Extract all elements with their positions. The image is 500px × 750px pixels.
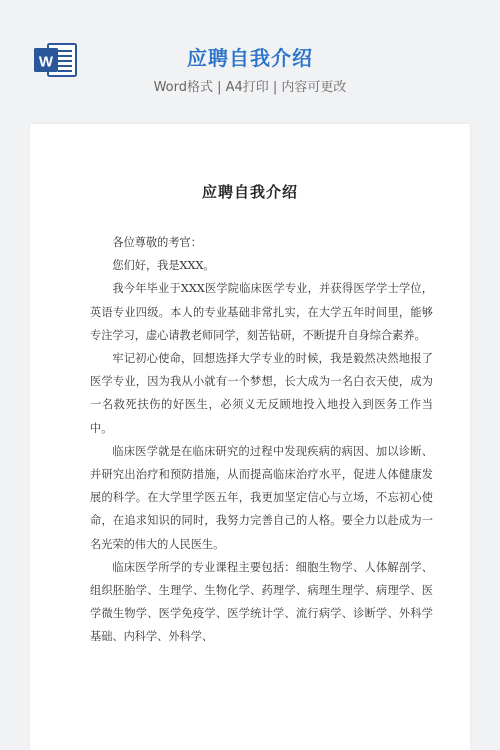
header xyxy=(0,0,500,118)
intro-paragraph: 您们好，我是XXX。 xyxy=(112,259,215,273)
document-body xyxy=(90,231,433,649)
greeting-paragraph: 各位尊敬的考官： xyxy=(112,236,202,249)
page-title: 应聘自我介绍 xyxy=(187,46,313,70)
education-paragraph: 我今年毕业于XXX医学院临床医学专业，并获得医学学士学位，英语专业四级。本人的专业基础非常扎实，在大学五年时间里，能够专注学习，虚心请教老师同学，刻苦钻研，不断提升自身综合素养。 xyxy=(90,282,433,342)
clinical-medicine-paragraph: 临床医学就是在临床研究的过程中发现疾病的病因、加以诊断、并研究出治疗和预防措施，从而提高临床治疗水平，促进人体健康发展的科学。在大学里学医五年，我更加坚定信心与立场，不忘初心使命，在追求知识的同时，我努力完善自己的人格。要全力以赴成为一名光荣的伟大的人民医生。 xyxy=(90,444,433,551)
page-subtitle: Word格式 | A4打印 | 内容可更改 xyxy=(153,80,347,95)
document-page xyxy=(30,124,470,750)
motivation-paragraph: 牢记初心使命，回想选择大学专业的时候，我是毅然决然地报了医学专业，因为我从小就有一个梦想，长大成为一名白衣天使，成为一名救死扶伤的好医生，必须义无反顾地投入地投入到医务工作当中。 xyxy=(90,352,433,435)
courses-paragraph: 临床医学所学的专业课程主要包括：细胞生物学、人体解剖学、组织胚胎学、生理学、生物化学、药理学、病理生理学、病理学、医学微生物学、医学免疫学、医学统计学、流行病学、诊断学、外科学基础、内科学、外科学、 xyxy=(90,560,433,644)
document-title: 应聘自我介绍 xyxy=(201,183,298,201)
word-logo-letter: W xyxy=(38,53,54,71)
